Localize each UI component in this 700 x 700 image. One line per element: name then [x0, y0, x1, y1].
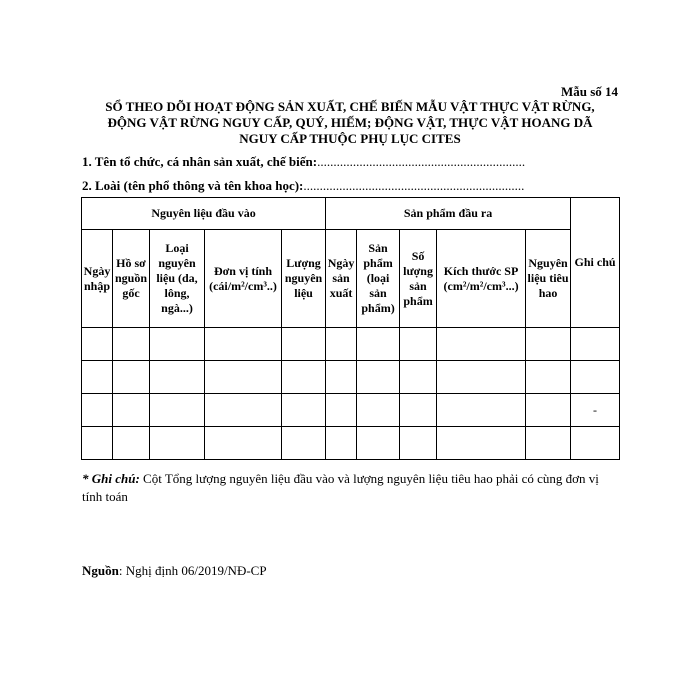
- column-header-note: Ghi chú: [571, 198, 620, 328]
- column-header: Ngày nhập: [82, 230, 113, 328]
- footnote: [82, 470, 622, 506]
- tracking-table: [81, 197, 620, 460]
- column-header: Lượng nguyên liệu: [282, 230, 326, 328]
- table-row: [82, 328, 620, 361]
- field-species-dots: ....................................................................: [303, 178, 525, 193]
- group-header-input: Nguyên liệu đầu vào: [82, 198, 326, 230]
- footnote-text: Cột Tổng lượng nguyên liệu đầu vào và lượng nguyên liệu tiêu hao phải có cùng đơn vị tính toán: [82, 471, 599, 504]
- table-row: [82, 394, 620, 427]
- title-line-3: NGUY CẤP THUỘC PHỤ LỤC CITES: [239, 131, 461, 146]
- field-species-label: 2. Loài (tên phổ thông và tên khoa học):: [82, 178, 304, 193]
- column-header: Sản phẩm (loại sản phẩm): [357, 230, 400, 328]
- source-label: Nguồn: [82, 563, 119, 578]
- column-header: Ngày sản xuất: [326, 230, 357, 328]
- field-organization: [82, 154, 525, 170]
- column-header: Hồ sơ nguồn gốc: [113, 230, 150, 328]
- column-header: Nguyên liệu tiêu hao: [526, 230, 571, 328]
- document-title: [70, 99, 630, 147]
- group-header-output: Sản phẩm đầu ra: [326, 198, 571, 230]
- table-row: [82, 361, 620, 394]
- table-cell-dash: -: [571, 394, 620, 427]
- form-number: Mẫu số 14: [560, 84, 618, 99]
- column-header: Loại nguyên liệu (da, lông, ngà...): [150, 230, 205, 328]
- column-header: Kích thước SP (cm²/m²/cm³...): [437, 230, 526, 328]
- source-text: : Nghị định 06/2019/NĐ-CP: [118, 563, 267, 578]
- title-line-1: SỔ THEO DÕI HOẠT ĐỘNG SẢN XUẤT, CHẾ BIẾN MẪU VẬT THỰC VẬT RỪNG,: [105, 99, 595, 114]
- source-line: [82, 563, 267, 579]
- title-line-2: ĐỘNG VẬT RỪNG NGUY CẤP, QUÝ, HIẾM; ĐỘNG VẬT, THỰC VẬT HOANG DÃ: [107, 115, 593, 130]
- field-organization-dots: ................................................................: [317, 154, 526, 169]
- table-row: [82, 427, 620, 460]
- field-organization-label: 1. Tên tổ chức, cá nhân sản xuất, chế biến:: [82, 154, 318, 169]
- footnote-label: * Ghi chú:: [82, 471, 140, 486]
- column-header: Số lượng sản phẩm: [400, 230, 437, 328]
- field-species: [82, 178, 524, 194]
- column-header: Đơn vị tính (cái/m²/cm³..): [205, 230, 282, 328]
